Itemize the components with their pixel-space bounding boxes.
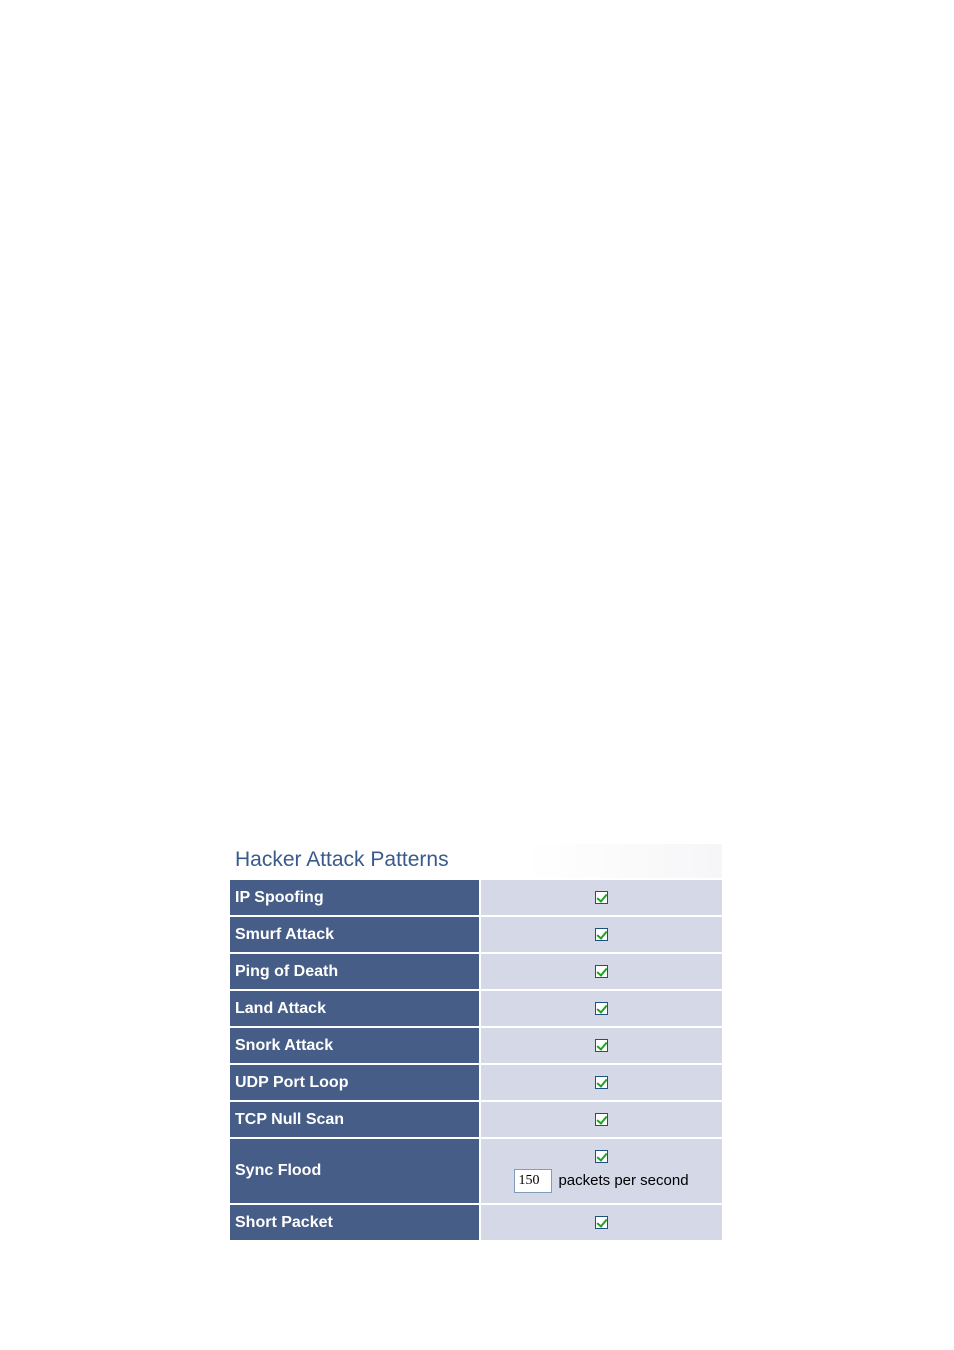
ping-of-death-checkbox[interactable] xyxy=(595,965,608,978)
udp-port-loop-checkbox[interactable] xyxy=(595,1076,608,1089)
short-packet-checkbox[interactable] xyxy=(595,1216,608,1229)
pattern-label-smurf-attack: Smurf Attack xyxy=(230,916,480,953)
table-row xyxy=(230,990,722,1027)
pattern-label-snork-attack: Snork Attack xyxy=(230,1027,480,1064)
sync-flood-rate xyxy=(514,1169,688,1193)
panel-title: Hacker Attack Patterns xyxy=(230,844,722,878)
table-row xyxy=(230,953,722,990)
pattern-label-tcp-null-scan: TCP Null Scan xyxy=(230,1101,480,1138)
sync-flood-rate-input[interactable] xyxy=(514,1169,552,1193)
rate-unit-label: packets per second xyxy=(558,1172,689,1189)
sync-flood-controls xyxy=(481,1150,722,1193)
table-row xyxy=(230,1027,722,1064)
table-row xyxy=(230,1204,722,1240)
pattern-label-short-packet: Short Packet xyxy=(230,1204,480,1240)
tcp-null-scan-checkbox[interactable] xyxy=(595,1113,608,1126)
attack-patterns-table xyxy=(230,878,722,1240)
table-row xyxy=(230,916,722,953)
pattern-label-ip-spoofing: IP Spoofing xyxy=(230,879,480,916)
pattern-label-sync-flood: Sync Flood xyxy=(230,1138,480,1204)
land-attack-checkbox[interactable] xyxy=(595,1002,608,1015)
hacker-attack-patterns-panel xyxy=(230,844,722,1240)
sync-flood-checkbox[interactable] xyxy=(595,1150,608,1163)
table-row xyxy=(230,879,722,916)
pattern-label-ping-of-death: Ping of Death xyxy=(230,953,480,990)
table-row xyxy=(230,1064,722,1101)
table-row xyxy=(230,1138,722,1204)
smurf-attack-checkbox[interactable] xyxy=(595,928,608,941)
snork-attack-checkbox[interactable] xyxy=(595,1039,608,1052)
pattern-label-udp-port-loop: UDP Port Loop xyxy=(230,1064,480,1101)
ip-spoofing-checkbox[interactable] xyxy=(595,891,608,904)
pattern-label-land-attack: Land Attack xyxy=(230,990,480,1027)
table-row xyxy=(230,1101,722,1138)
